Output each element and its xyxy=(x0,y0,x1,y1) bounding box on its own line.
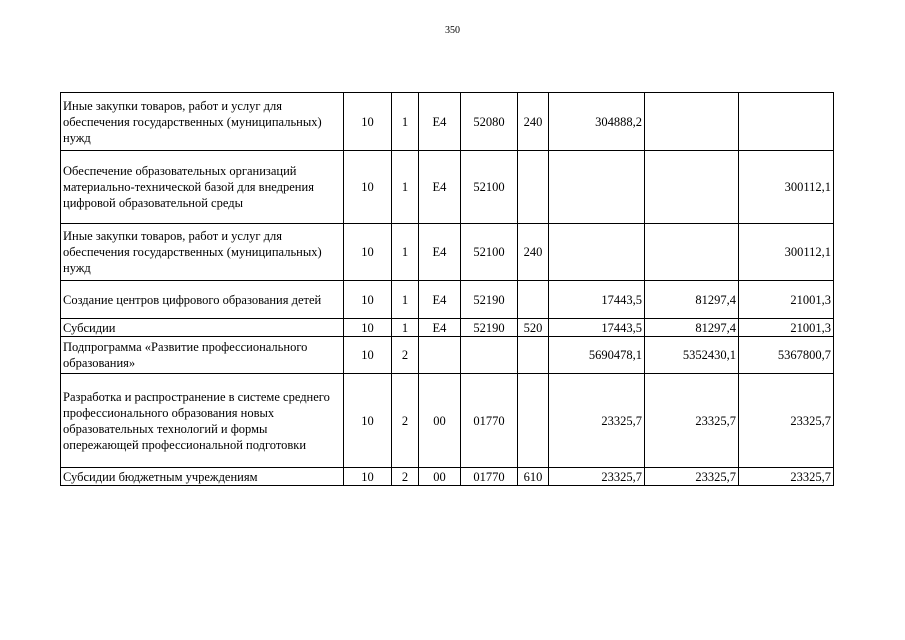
table-row xyxy=(61,337,834,374)
cell-amount-3: 21001,3 xyxy=(739,319,834,337)
cell-name: Создание центров цифрового образования детей xyxy=(61,281,344,319)
cell-target-code: 52100 xyxy=(461,224,518,281)
cell-section: 10 xyxy=(344,224,392,281)
cell-subsection: 1 xyxy=(392,151,419,224)
cell-name: Обеспечение образовательных организаций материально-технической базой для внедрения цифровой образовательной среды xyxy=(61,151,344,224)
cell-program-code: 00 xyxy=(419,374,461,468)
cell-amount-1: 23325,7 xyxy=(549,374,645,468)
cell-name: Субсидии xyxy=(61,319,344,337)
cell-amount-2: 23325,7 xyxy=(645,468,739,486)
cell-name: Субсидии бюджетным учреждениям xyxy=(61,468,344,486)
cell-expense-type: 520 xyxy=(518,319,549,337)
page-number: 350 xyxy=(445,25,460,36)
cell-program-code xyxy=(419,337,461,374)
cell-amount-2: 81297,4 xyxy=(645,281,739,319)
cell-expense-type: 610 xyxy=(518,468,549,486)
table-row xyxy=(61,151,834,224)
cell-amount-3: 21001,3 xyxy=(739,281,834,319)
cell-expense-type: 240 xyxy=(518,93,549,151)
cell-amount-1 xyxy=(549,151,645,224)
cell-amount-3: 23325,7 xyxy=(739,374,834,468)
cell-expense-type xyxy=(518,374,549,468)
cell-expense-type xyxy=(518,151,549,224)
cell-target-code xyxy=(461,337,518,374)
cell-amount-1 xyxy=(549,224,645,281)
cell-name: Подпрограмма «Развитие профессионального образования» xyxy=(61,337,344,374)
cell-expense-type xyxy=(518,281,549,319)
table-row xyxy=(61,93,834,151)
cell-program-code: 00 xyxy=(419,468,461,486)
cell-amount-3: 300112,1 xyxy=(739,224,834,281)
cell-program-code: Е4 xyxy=(419,93,461,151)
table-row xyxy=(61,468,834,486)
cell-section: 10 xyxy=(344,468,392,486)
cell-program-code: Е4 xyxy=(419,319,461,337)
table-row xyxy=(61,281,834,319)
cell-expense-type: 240 xyxy=(518,224,549,281)
cell-subsection: 1 xyxy=(392,281,419,319)
cell-program-code: Е4 xyxy=(419,151,461,224)
cell-section: 10 xyxy=(344,337,392,374)
cell-section: 10 xyxy=(344,151,392,224)
table-row xyxy=(61,319,834,337)
cell-amount-2: 5352430,1 xyxy=(645,337,739,374)
cell-subsection: 1 xyxy=(392,93,419,151)
cell-amount-2 xyxy=(645,151,739,224)
cell-program-code: Е4 xyxy=(419,281,461,319)
cell-subsection: 1 xyxy=(392,224,419,281)
cell-expense-type xyxy=(518,337,549,374)
cell-amount-2 xyxy=(645,224,739,281)
cell-target-code: 01770 xyxy=(461,468,518,486)
cell-amount-2 xyxy=(645,93,739,151)
cell-amount-1: 304888,2 xyxy=(549,93,645,151)
cell-subsection: 1 xyxy=(392,319,419,337)
cell-section: 10 xyxy=(344,374,392,468)
cell-name: Разработка и распространение в системе среднего профессионального образования новых образовательных технологий и формы опережающей профессиональной подготовки xyxy=(61,374,344,468)
cell-subsection: 2 xyxy=(392,337,419,374)
cell-amount-1: 17443,5 xyxy=(549,281,645,319)
cell-amount-1: 23325,7 xyxy=(549,468,645,486)
cell-subsection: 2 xyxy=(392,468,419,486)
cell-amount-3: 300112,1 xyxy=(739,151,834,224)
cell-target-code: 52190 xyxy=(461,281,518,319)
cell-amount-3: 5367800,7 xyxy=(739,337,834,374)
cell-amount-1: 5690478,1 xyxy=(549,337,645,374)
budget-table xyxy=(60,92,834,486)
cell-section: 10 xyxy=(344,93,392,151)
cell-amount-2: 23325,7 xyxy=(645,374,739,468)
cell-amount-1: 17443,5 xyxy=(549,319,645,337)
cell-section: 10 xyxy=(344,281,392,319)
cell-name: Иные закупки товаров, работ и услуг для обеспечения государственных (муниципальных) нужд xyxy=(61,224,344,281)
cell-target-code: 01770 xyxy=(461,374,518,468)
cell-program-code: Е4 xyxy=(419,224,461,281)
cell-target-code: 52100 xyxy=(461,151,518,224)
cell-subsection: 2 xyxy=(392,374,419,468)
table-row xyxy=(61,224,834,281)
cell-section: 10 xyxy=(344,319,392,337)
cell-target-code: 52190 xyxy=(461,319,518,337)
cell-name: Иные закупки товаров, работ и услуг для обеспечения государственных (муниципальных) нужд xyxy=(61,93,344,151)
cell-amount-3: 23325,7 xyxy=(739,468,834,486)
cell-target-code: 52080 xyxy=(461,93,518,151)
cell-amount-2: 81297,4 xyxy=(645,319,739,337)
cell-amount-3 xyxy=(739,93,834,151)
table-row xyxy=(61,374,834,468)
